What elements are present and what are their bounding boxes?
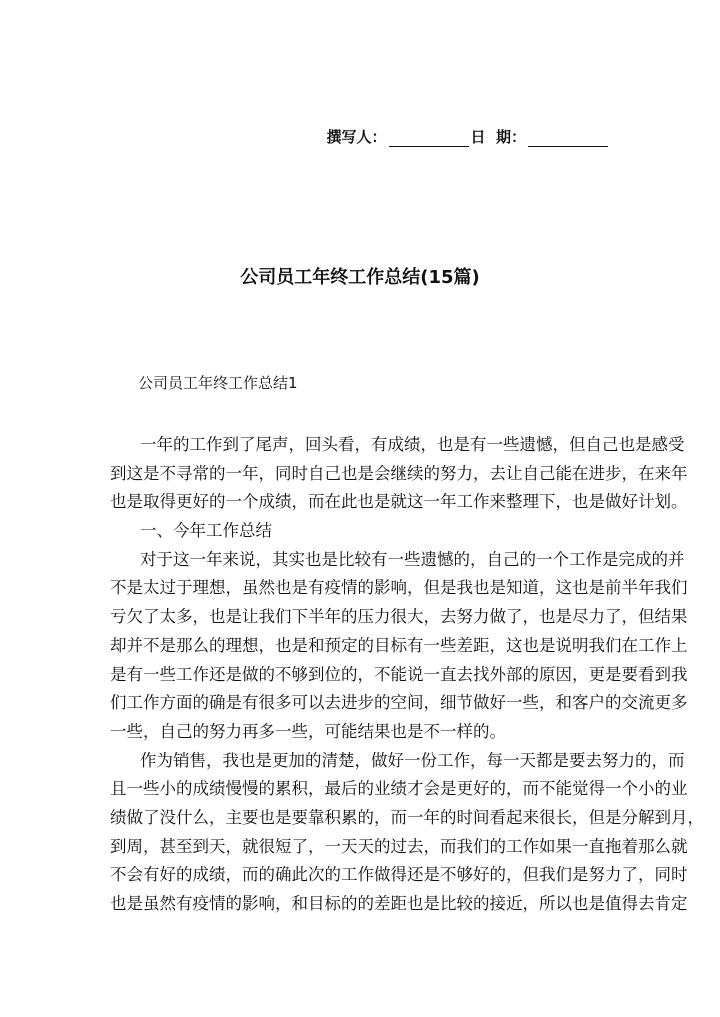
text-line: 一年的工作到了尾声，回头看，有成绩，也是有一些遗憾，但自己也是感受	[140, 435, 685, 454]
date-blank	[528, 130, 608, 147]
section-title: 公司员工年终工作总结1	[138, 374, 298, 392]
text-line: 们工作方面的确是有很多可以去进步的空间，细节做好一些，和客户的交流更多	[110, 693, 688, 713]
author-date-header	[327, 126, 610, 147]
text-line: 亏欠了太多，也是让我们下半年的压力很大，去努力做了，也是尽力了，但结果	[110, 607, 688, 627]
text-line: 也是取得更好的一个成绩，而在此也是就这一年工作来整理下，也是做好计划。	[110, 492, 688, 512]
text-line: 不会有好的成绩，而的确此次的工作做得还是不够好的，但我们是努力了，同时	[110, 865, 688, 885]
author-blank	[389, 130, 469, 147]
text-line: 不是太过于理想，虽然也是有疫情的影响，但是我也是知道，这也是前半年我们	[110, 578, 688, 598]
document-body	[110, 431, 704, 919]
text-line: 到这是不寻常的一年，同时自己也是会继续的努力，去让自己能在进步，在来年	[110, 463, 688, 483]
text-line: 作为销售，我也是更加的清楚，做好一份工作，每一天都是要去努力的，而	[140, 750, 685, 770]
text-line: 且一些小的成绩慢慢的累积，最后的业绩才会是更好的，而不能觉得一个小的业	[110, 779, 688, 799]
text-line: 绩做了没什么，主要也是要靠积累的，而一年的时间看起来很长，但是分解到月，	[110, 807, 704, 827]
text-line: 一些，自己的努力再多一些，可能结果也是不一样的。	[110, 721, 506, 741]
text-line: 却并不是那么的理想，也是和预定的目标有一些差距，这也是说明我们在工作上	[110, 635, 688, 655]
text-line: 也是虽然有疫情的影响，和目标的的差距也是比较的接近，所以也是值得去肯定	[110, 894, 688, 913]
date-label: 日 期：	[470, 128, 526, 146]
author-label: 撰写人：	[326, 128, 387, 146]
document-title: 公司员工年终工作总结(15篇)	[240, 267, 480, 288]
section-heading: 一、今年工作总结	[140, 521, 272, 541]
text-line: 是有一些工作还是做的不够到位的，不能说一直去找外部的原因，更是要看到我	[110, 664, 688, 684]
text-line: 对于这一年来说，其实也是比较有一些遗憾的，自己的一个工作是完成的并	[140, 549, 685, 569]
text-line: 到周，甚至到天，就很短了，一天天的过去，而我们的工作如果一直拖着那么就	[110, 836, 688, 856]
